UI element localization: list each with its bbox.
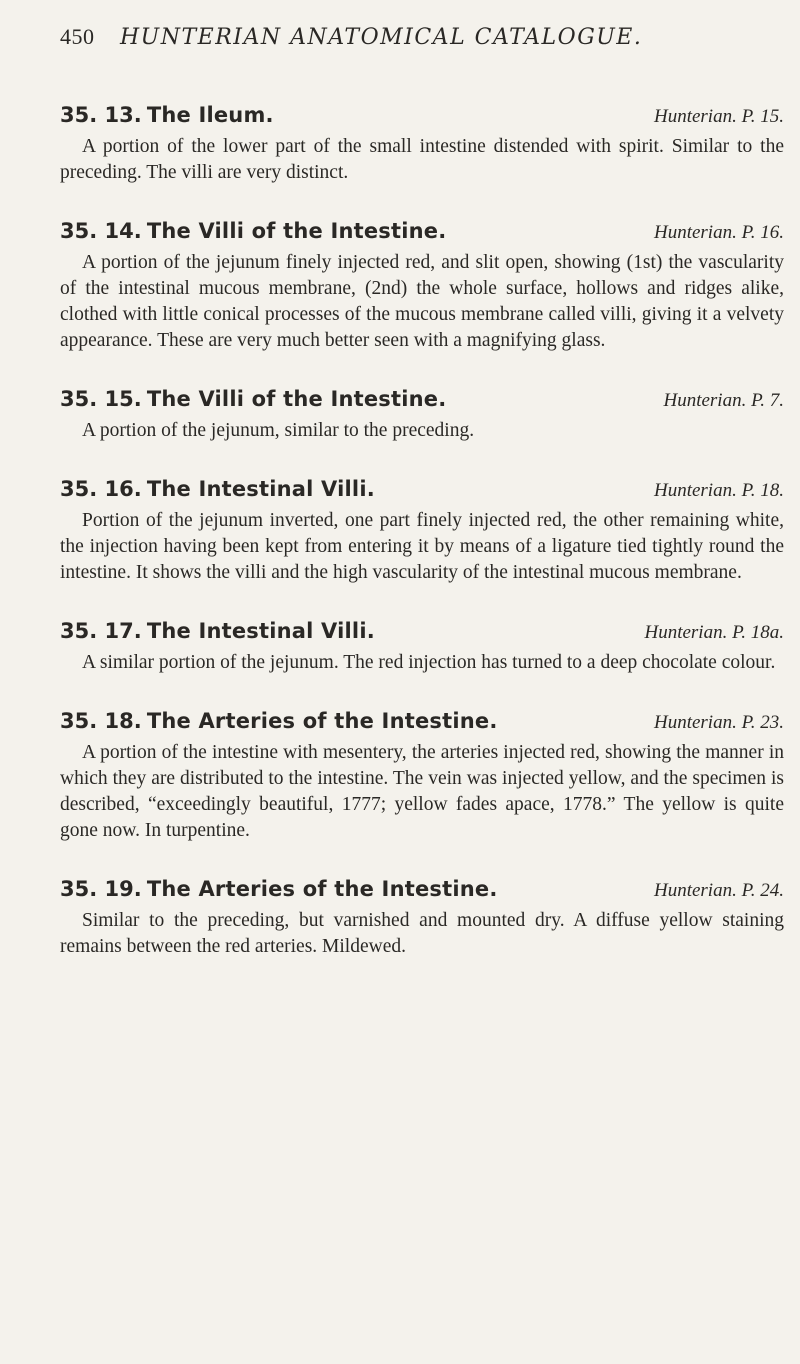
entry-description: Similar to the preceding, but varnished and mounted dry. A diffuse yellow staining remains between the red arteries. Mildewed.: [60, 910, 784, 957]
entry-heading: [60, 477, 784, 502]
entry-heading: [60, 619, 784, 644]
entry-heading-left: [60, 477, 375, 501]
entry-reference: Hunterian. P. 23.: [653, 712, 784, 733]
entry-number: 35. 15.: [60, 387, 142, 411]
entry-list: [60, 103, 784, 993]
entry-reference: Hunterian. P. 24.: [653, 880, 784, 901]
catalogue-entry: [60, 709, 784, 844]
entry-description: Portion of the jejunum inverted, one part finely injected red, the other remaining white, the injection having been kept from entering it by means of a ligature tied tightly round the intestine. It shows the villi and the high vascularity of the intestinal mucous membrane.: [60, 510, 784, 583]
entry-heading: [60, 387, 784, 412]
entry-reference: Hunterian. P. 18.: [653, 480, 784, 501]
entry-title: The Intestinal Villi.: [146, 477, 375, 501]
page-number: 450: [60, 24, 95, 49]
entry-heading-left: [60, 387, 446, 411]
entry-number: 35. 17.: [60, 619, 142, 643]
entry-heading: [60, 877, 784, 902]
entry-title: The Ileum.: [146, 103, 274, 127]
entry-title: The Villi of the Intestine.: [146, 219, 447, 243]
entry-description: A portion of the lower part of the small intestine distended with spirit. Similar to the preceding. The villi are very distinct.: [60, 136, 784, 183]
entry-heading: [60, 709, 784, 734]
entry-description: A portion of the jejunum finely injected red, and slit open, showing (1st) the vascularity of the intestinal mucous membrane, (2nd) the whole surface, hollows and ridges alike, clothed with little conical processes of the mucous membrane called villi, giving it a velvety appearance. These are very much better seen with a magnifying glass.: [60, 252, 784, 351]
entry-description: A portion of the jejunum, similar to the preceding.: [82, 420, 475, 441]
entry-title: The Arteries of the Intestine.: [146, 877, 498, 901]
entry-number: 35. 19.: [60, 877, 142, 901]
entry-reference: Hunterian. P. 15.: [653, 106, 784, 127]
entry-heading-left: [60, 709, 498, 733]
entry-title: The Arteries of the Intestine.: [146, 709, 498, 733]
entry-heading: [60, 219, 784, 244]
entry-number: 35. 13.: [60, 103, 142, 127]
entry-title: The Villi of the Intestine.: [146, 387, 447, 411]
entry-number: 35. 18.: [60, 709, 142, 733]
entry-number: 35. 14.: [60, 219, 142, 243]
entry-description: A similar portion of the jejunum. The red injection has turned to a deep chocolate colour.: [82, 652, 776, 673]
running-title: HUNTERIAN ANATOMICAL CATALOGUE.: [120, 25, 643, 50]
entry-reference: Hunterian. P. 16.: [653, 222, 784, 243]
catalogue-entry: [60, 219, 784, 354]
entry-heading-left: [60, 219, 446, 243]
entry-heading-left: [60, 103, 274, 127]
running-head: [60, 24, 780, 50]
catalogue-entry: [60, 387, 784, 444]
catalogue-entry: [60, 477, 784, 586]
catalogue-entry: [60, 619, 784, 676]
entry-reference: Hunterian. P. 18a.: [644, 622, 784, 643]
entry-number: 35. 16.: [60, 477, 142, 501]
entry-description: A portion of the intestine with mesentery, the arteries injected red, showing the manner in which they are distributed to the intestine. The vein was injected yellow, and the specimen is described, “exceedingly beautiful, 1777; yellow fades apace, 1778.” The yellow is quite gone now. In turpentine.: [60, 742, 784, 841]
entry-reference: Hunterian. P. 7.: [663, 390, 784, 411]
entry-heading: [60, 103, 784, 128]
catalogue-entry: [60, 103, 784, 186]
entry-heading-left: [60, 877, 498, 901]
entry-heading-left: [60, 619, 375, 643]
catalogue-entry: [60, 877, 784, 960]
entry-title: The Intestinal Villi.: [146, 619, 375, 643]
